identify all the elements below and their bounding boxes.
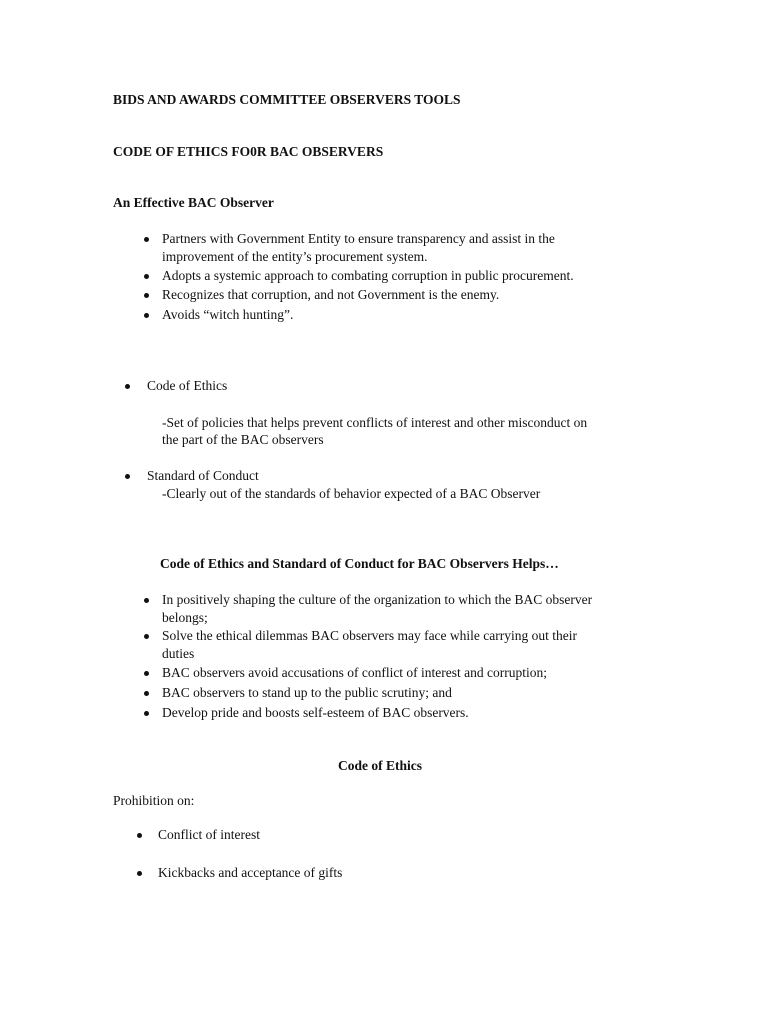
bullet-icon (144, 671, 149, 676)
bullet-icon (144, 598, 149, 603)
list-item-continuation: duties (162, 646, 195, 661)
definition-text: -Clearly out of the standards of behavior expected of a BAC Observer (162, 486, 541, 501)
list-item: Kickbacks and acceptance of gifts (158, 865, 343, 880)
bullet-icon (144, 634, 149, 639)
bullet-icon (144, 711, 149, 716)
list-item: Partners with Government Entity to ensure transparency and assist in the (162, 231, 555, 246)
bullet-icon (125, 474, 130, 479)
list-item: Develop pride and boosts self-esteem of BAC observers. (162, 705, 469, 720)
bullet-icon (144, 274, 149, 279)
list-item: Adopts a systemic approach to combating corruption in public procurement. (162, 268, 574, 283)
list-item-continuation: improvement of the entity’s procurement system. (162, 249, 428, 264)
definition-text: the part of the BAC observers (162, 432, 324, 447)
list-item: Avoids “witch hunting”. (162, 307, 294, 322)
list-item: BAC observers avoid accusations of conflict of interest and corruption; (162, 665, 548, 680)
list-item: Conflict of interest (158, 827, 260, 842)
list-item: In positively shaping the culture of the organization to which the BAC observer (162, 592, 593, 607)
helps-heading: Code of Ethics and Standard of Conduct for BAC Observers Helps… (160, 556, 559, 571)
bullet-icon (144, 293, 149, 298)
document-title: BIDS AND AWARDS COMMITTEE OBSERVERS TOOLS (113, 92, 461, 107)
bullet-icon (144, 237, 149, 242)
document-subtitle: CODE OF ETHICS FO0R BAC OBSERVERS (113, 144, 384, 159)
bullet-icon (137, 871, 142, 876)
bullet-icon (137, 833, 142, 838)
list-item-continuation: belongs; (162, 610, 208, 625)
list-item: BAC observers to stand up to the public scrutiny; and (162, 685, 452, 700)
definition-term: Standard of Conduct (147, 468, 259, 483)
list-item: Solve the ethical dilemmas BAC observers may face while carrying out their (162, 628, 577, 643)
prohibition-intro: Prohibition on: (113, 793, 195, 808)
definition-term: Code of Ethics (147, 378, 228, 393)
code-of-ethics-heading: Code of Ethics (338, 758, 422, 773)
bullet-icon (144, 313, 149, 318)
bullet-icon (125, 384, 130, 389)
bullet-icon (144, 691, 149, 696)
definition-text: -Set of policies that helps prevent conflicts of interest and other misconduct on (162, 415, 588, 430)
list-item: Recognizes that corruption, and not Government is the enemy. (162, 287, 500, 302)
effective-observer-heading: An Effective BAC Observer (113, 195, 274, 210)
